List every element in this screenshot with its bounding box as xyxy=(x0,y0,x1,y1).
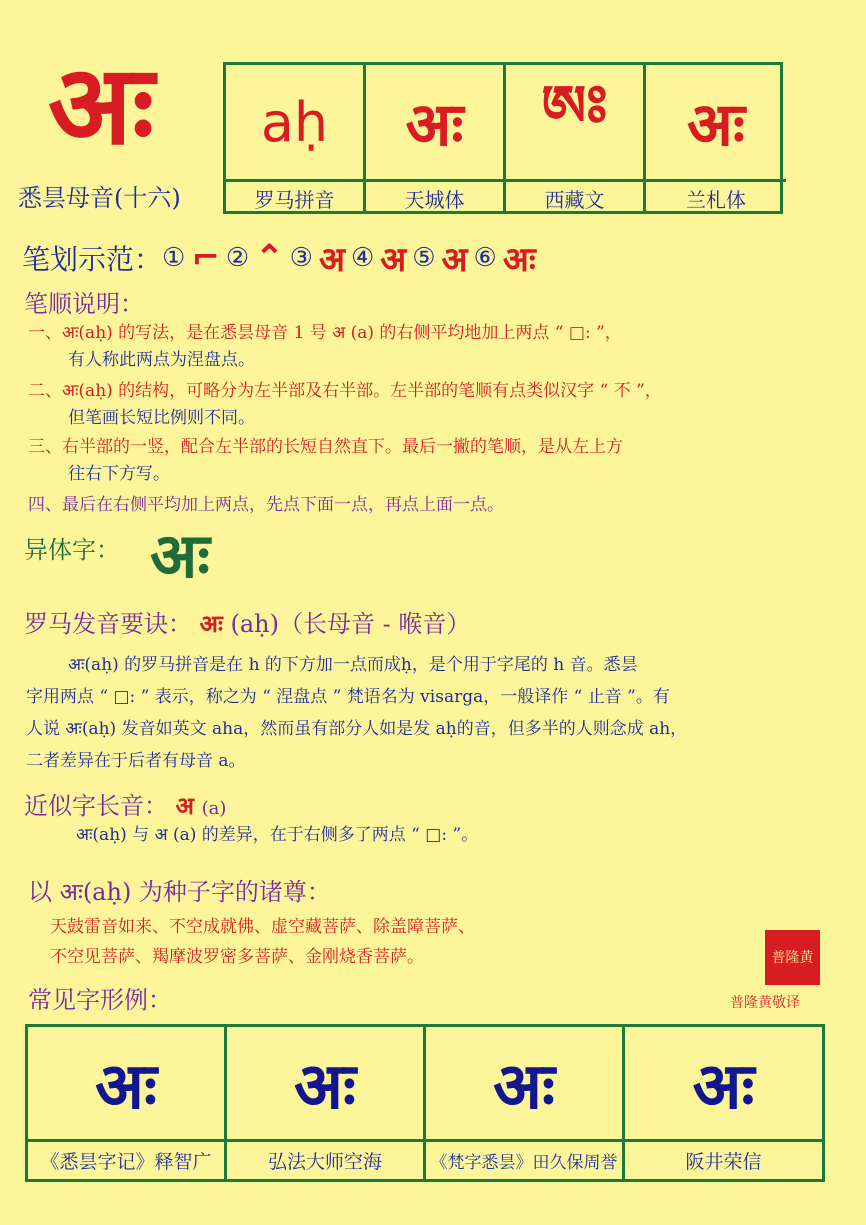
header-table xyxy=(223,62,783,214)
roman-line-2: 字用两点 “ □: ” 表示，称之为 “ 涅盘点 ” 梵语名为 visarga，一般译作 “ 止音 ”。有 xyxy=(26,687,670,707)
roman-title xyxy=(24,604,470,640)
example-label-1: 《悉昙字记》释智广 xyxy=(28,1139,227,1179)
order-item-2-line2: 但笔画长短比例则不同。 xyxy=(68,408,255,428)
stroke-step-5: अ xyxy=(441,240,468,280)
variant-glyph: अः xyxy=(150,519,210,592)
example-glyph-1: अः xyxy=(95,1048,157,1124)
roman-title-tail: (aḥ)（长母音 - 喉音） xyxy=(230,610,471,638)
roman-line-3: 人说 अः(aḥ) 发音如英文 aha，然而虽有部分人如是发 aḥ的音，但多半的人则念成 ah， xyxy=(26,719,688,739)
order-item-2-line1: 二、अः(aḥ) 的结构，可略分为左半部及右半部。左半部的笔顺有点类似汉字 “ 不 ”， xyxy=(28,381,662,401)
example-cell-2 xyxy=(227,1027,426,1139)
roman-title-glyph: अः xyxy=(199,609,223,638)
order-item-4-line1: 四、最后在右侧平均加上两点，先点下面一点，再点上面一点。 xyxy=(28,495,504,515)
stroke-label: 笔划示范： xyxy=(22,243,163,276)
similar-title-glyph: अ xyxy=(175,791,194,820)
examples-title: 常见字形例： xyxy=(28,986,172,1014)
label-tibetan: 西藏文 xyxy=(506,179,646,214)
roman-glyph: aḥ xyxy=(260,90,329,154)
header-cell-tibetan xyxy=(506,65,646,179)
stroke-step-6: अः xyxy=(502,240,536,280)
title-glyph: अः xyxy=(48,40,155,169)
devanagari-glyph: अः xyxy=(405,90,464,160)
roman-line-1: अः(aḥ) 的罗马拼音是在 h 的下方加一点而成ḥ，是个用于字尾的 h 音。悉昙 xyxy=(68,655,638,675)
stroke-num-6: ⑥ xyxy=(473,243,497,273)
order-title: 笔顺说明： xyxy=(24,290,144,318)
order-item-3-line2: 往右下方写。 xyxy=(68,464,170,484)
deities-line-2: 不空见菩萨、羯摩波罗密多菩萨、金刚烧香菩萨。 xyxy=(50,947,424,967)
deities-line-1: 天鼓雷音如来、不空成就佛、虚空藏菩萨、除盖障菩萨、 xyxy=(50,917,475,937)
lantsa-glyph: अः xyxy=(687,90,745,160)
order-item-3-line1: 三、右半部的一竖，配合左半部的长短自然直下。最后一撇的笔顺，是从左上方 xyxy=(28,437,623,457)
example-glyph-3: अः xyxy=(493,1048,555,1124)
roman-line-4: 二者差异在于后者有母音 a。 xyxy=(26,751,246,771)
seal-stamp: 普隆黄 xyxy=(765,930,820,985)
stroke-demo xyxy=(22,228,542,288)
deities-title: 以 अः(aḥ) 为种子字的诸尊： xyxy=(28,878,331,906)
stroke-num-5: ⑤ xyxy=(412,243,436,273)
stroke-num-3: ③ xyxy=(289,243,313,273)
example-label-3: 《梵字悉昙》田久保周誉 xyxy=(426,1139,625,1179)
similar-title-tail: (a) xyxy=(201,798,227,819)
stroke-step-1: ⌐ xyxy=(191,238,220,278)
stroke-num-4: ④ xyxy=(350,243,375,273)
order-item-1-line1: 一、अः(aḥ) 的写法，是在悉昙母音 1 号 अ (a) 的右侧平均地加上两点 “ □: ”， xyxy=(28,323,622,343)
example-cell-1 xyxy=(28,1027,227,1139)
example-label-2: 弘法大师空海 xyxy=(227,1139,426,1179)
header-cell-roman xyxy=(226,65,366,179)
roman-title-text: 罗马发音要诀： xyxy=(24,610,192,638)
variant-label: 异体字： xyxy=(24,536,120,564)
label-roman: 罗马拼音 xyxy=(226,179,366,214)
seal-caption: 普隆黄敬译 xyxy=(730,995,800,1011)
similar-title-text: 近似字长音： xyxy=(24,792,168,820)
header-cell-devanagari xyxy=(366,65,506,179)
title-label: 悉昙母音(十六) xyxy=(18,184,181,212)
header-cell-lantsa xyxy=(646,65,786,179)
example-cell-4 xyxy=(625,1027,822,1139)
example-glyph-4: अः xyxy=(692,1048,755,1124)
similar-line: अः(aḥ) 与 अ (a) 的差异，在于右侧多了两点 “ □: ”。 xyxy=(76,825,479,845)
stroke-num-2: ② xyxy=(225,243,250,273)
stroke-step-4: अ xyxy=(380,240,407,280)
stroke-step-3: अ xyxy=(318,240,345,280)
similar-title xyxy=(24,786,226,822)
stroke-step-2: ⌃ xyxy=(255,238,284,278)
example-glyph-2: अः xyxy=(294,1048,356,1124)
example-label-4: 阪井荣信 xyxy=(625,1139,822,1179)
tibetan-glyph: ཨཿ xyxy=(541,73,608,139)
label-devanagari: 天城体 xyxy=(366,179,506,214)
examples-table xyxy=(25,1024,825,1182)
order-item-1-line2: 有人称此两点为涅盘点。 xyxy=(68,350,255,370)
example-cell-3 xyxy=(426,1027,625,1139)
label-lantsa: 兰札体 xyxy=(646,179,786,214)
stroke-num-1: ① xyxy=(162,243,186,273)
